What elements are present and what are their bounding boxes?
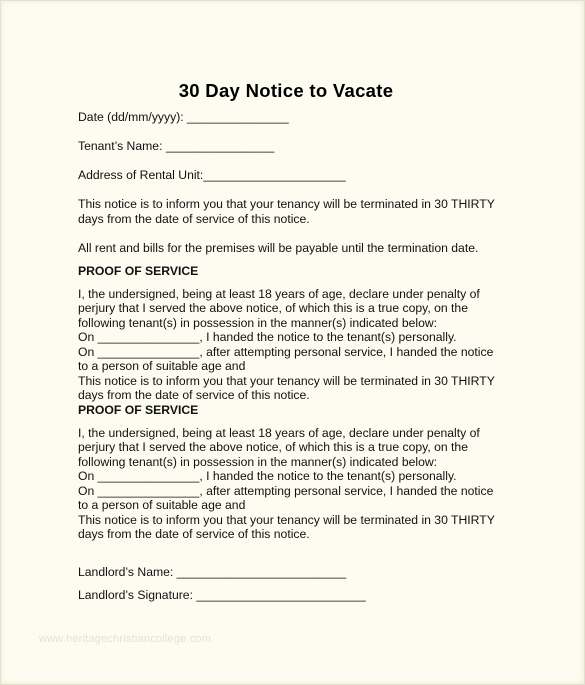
proof-of-service-heading-2: PROOF OF SERVICE <box>78 403 199 417</box>
proof-line-4: On _______________, I handed the notice to the tenant(s) personally. <box>78 330 457 344</box>
proof2-line-1: I, the undersigned, being at least 18 years of age, declare under penalty of <box>78 426 480 440</box>
notice-repeat-line-2: days from the date of service of this notice. <box>78 388 310 402</box>
proof2-line-5: On _______________, after attempting personal service, I handed the notice <box>78 484 494 498</box>
proof-line-2: perjury that I served the above notice, of which this is a true copy, on the <box>78 301 468 315</box>
proof-line-6: to a person of suitable age and <box>78 359 246 373</box>
notice-line-2: days from the date of service of this notice. <box>78 212 310 226</box>
rental-address-line: Address of Rental Unit:_____________________ <box>78 168 346 182</box>
proof-line-1: I, the undersigned, being at least 18 years of age, declare under penalty of <box>78 287 480 301</box>
landlord-signature-line: Landlord’s Signature: _________________________ <box>78 588 366 602</box>
notice-line-1: This notice is to inform you that your tenancy will be terminated in 30 THIRTY <box>78 197 495 211</box>
proof2-line-3: following tenant(s) in possession in the manner(s) indicated below: <box>78 455 438 469</box>
rent-bills-line: All rent and bills for the premises will be payable until the termination date. <box>78 241 479 255</box>
tenant-name-line: Tenant’s Name: ________________ <box>78 139 275 153</box>
proof-line-3: following tenant(s) in possession in the manner(s) indicated below: <box>78 316 438 330</box>
proof-line-5: On _______________, after attempting personal service, I handed the notice <box>78 345 494 359</box>
proof-of-service-heading: PROOF OF SERVICE <box>78 264 199 278</box>
notice-repeat2-line-1: This notice is to inform you that your tenancy will be terminated in 30 THIRTY <box>78 513 495 527</box>
site-watermark: www.heritagechristiancollege.com <box>39 633 212 645</box>
proof2-line-4: On _______________, I handed the notice to the tenant(s) personally. <box>78 469 457 483</box>
landlord-name-line: Landlord’s Name: _________________________ <box>78 565 347 579</box>
notice-repeat2-line-2: days from the date of service of this notice. <box>78 527 310 541</box>
date-field-line: Date (dd/mm/yyyy): _______________ <box>78 110 289 124</box>
notice-repeat-line-1: This notice is to inform you that your tenancy will be terminated in 30 THIRTY <box>78 374 495 388</box>
proof2-line-2: perjury that I served the above notice, of which this is a true copy, on the <box>78 440 468 454</box>
document-title: 30 Day Notice to Vacate <box>178 80 394 101</box>
proof2-line-6: to a person of suitable age and <box>78 498 246 512</box>
